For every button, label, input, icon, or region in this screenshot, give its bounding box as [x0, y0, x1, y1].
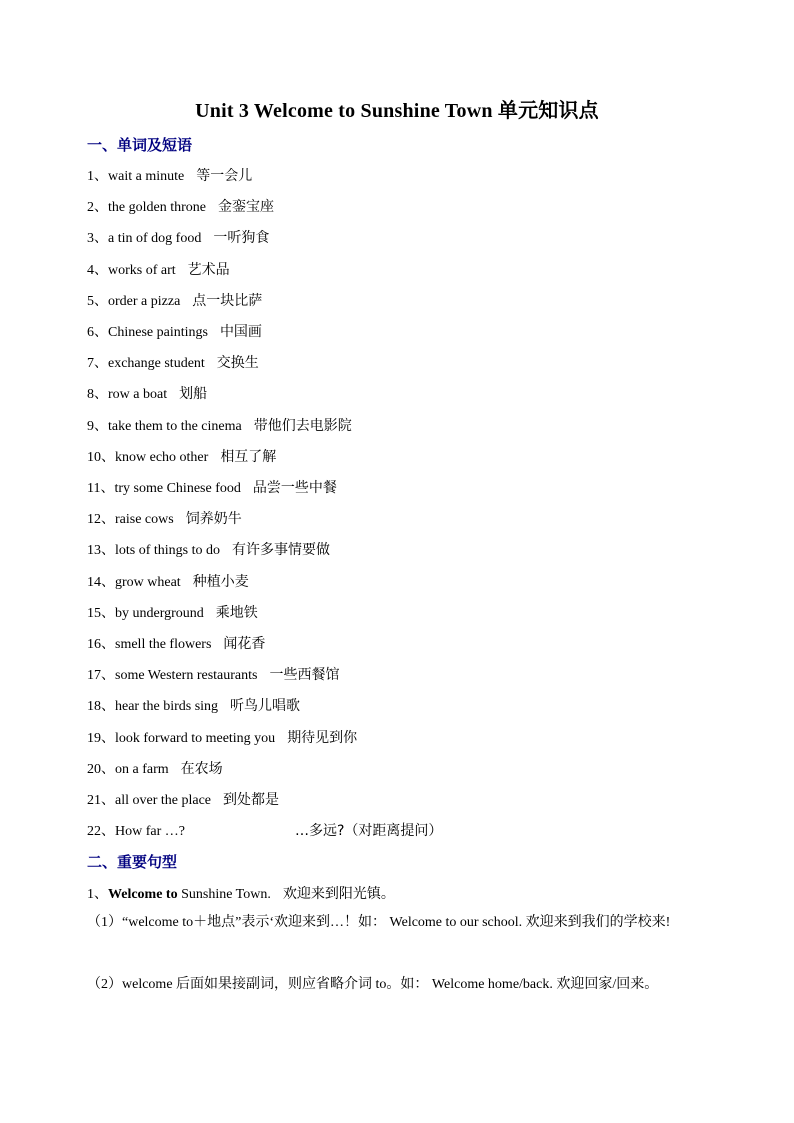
vocab-number: 19、 — [87, 730, 115, 746]
vocab-item — [87, 602, 258, 622]
vocab-chinese: 在农场 — [180, 760, 223, 777]
vocab-item — [87, 227, 269, 247]
vocab-number: 20、 — [87, 761, 115, 777]
vocab-chinese: 品尝一些中餐 — [252, 480, 337, 496]
vocab-item — [87, 446, 276, 466]
vocab-number: 16、 — [87, 637, 115, 652]
vocab-number: 2、 — [87, 200, 108, 216]
vocab-item — [87, 196, 274, 216]
vocab-english: all over the place — [115, 793, 212, 808]
vocab-item — [87, 259, 230, 279]
vocab-english: on a farm — [115, 761, 169, 777]
vocab-english: a tin of dog food — [108, 231, 202, 247]
vocab-number: 5、 — [87, 293, 108, 309]
vocab-english: know echo other — [115, 449, 209, 465]
vocab-number: 15、 — [87, 605, 115, 621]
vocab-english: some Western restaurants — [115, 668, 258, 684]
vocab-item — [87, 727, 357, 747]
vocab-english: look forward to meeting you — [115, 730, 276, 746]
explanation-paragraph-2: （2）welcome 后面如果接副词，则应省略介词 to。如： Welcome home/back. 欢迎回家/回来。 — [87, 977, 659, 992]
vocab-number: 3、 — [87, 231, 108, 247]
vocab-english: order a pizza — [108, 293, 181, 309]
vocab-chinese: 等一会儿 — [196, 168, 253, 184]
sentence-number: 1、 — [87, 887, 108, 902]
vocab-english: How far …? — [115, 824, 185, 840]
vocab-english: raise cows — [115, 512, 174, 528]
vocab-english: smell the flowers — [115, 637, 212, 652]
vocab-item — [87, 633, 265, 653]
vocab-number: 7、 — [87, 356, 108, 372]
vocab-chinese: 艺术品 — [187, 261, 230, 278]
vocab-english: try some Chinese food — [114, 481, 241, 496]
vocab-number: 22、 — [87, 824, 115, 840]
vocab-chinese: 一听狗食 — [213, 230, 270, 247]
page-title: Unit 3 Welcome to Sunshine Town 单元知识点 — [195, 100, 599, 122]
vocab-chinese: 饲养奶牛 — [185, 511, 242, 528]
vocab-chinese: 期待见到你 — [287, 729, 358, 746]
vocab-item — [87, 352, 259, 372]
vocab-item — [87, 539, 330, 559]
vocab-english: grow wheat — [115, 574, 181, 590]
vocab-item — [87, 571, 249, 591]
vocab-chinese: 相互了解 — [220, 448, 277, 465]
sentence-translation: 欢迎来到阳光镇。 — [282, 886, 395, 902]
vocab-item — [87, 165, 252, 185]
vocab-number: 13、 — [87, 543, 115, 559]
vocab-chinese: 交换生 — [216, 355, 259, 372]
vocab-chinese: …多远?（对距离提问） — [294, 823, 443, 840]
vocab-item — [87, 477, 337, 497]
sentence-item — [87, 883, 395, 903]
vocab-english: row a boat — [108, 387, 168, 403]
vocab-english: wait a minute — [108, 169, 185, 184]
vocab-number: 21、 — [87, 793, 115, 808]
vocab-english: lots of things to do — [115, 543, 221, 559]
vocab-number: 17、 — [87, 668, 115, 684]
vocab-number: 18、 — [87, 699, 115, 715]
vocab-number: 9、 — [87, 418, 108, 434]
vocab-number: 10、 — [87, 449, 115, 465]
vocab-number: 14、 — [87, 574, 115, 590]
vocab-chinese: 中国画 — [219, 324, 262, 340]
vocab-item — [87, 820, 442, 840]
vocab-number: 8、 — [87, 387, 108, 403]
vocab-item — [87, 664, 339, 684]
vocab-chinese: 乘地铁 — [215, 604, 258, 621]
vocab-chinese: 有许多事情要做 — [232, 542, 331, 559]
sentence-text: Sunshine Town. — [177, 887, 271, 902]
section-heading-sentences: 二、重要句型 — [87, 853, 178, 871]
vocab-chinese: 点一块比萨 — [192, 292, 263, 309]
vocab-chinese: 金銮宝座 — [217, 199, 274, 216]
vocab-english: the golden throne — [108, 200, 206, 216]
vocab-chinese: 带他们去电影院 — [253, 417, 352, 434]
vocab-chinese: 听鸟儿唱歌 — [230, 698, 301, 715]
vocab-number: 6、 — [87, 325, 108, 340]
section-heading-vocabulary: 一、单词及短语 — [87, 136, 193, 154]
vocab-item — [87, 415, 352, 435]
vocab-chinese: 种植小麦 — [192, 573, 249, 590]
vocab-chinese: 一些西餐馆 — [269, 667, 340, 684]
explanation-paragraph-1: （1）“welcome to＋地点”表示‘欢迎来到…！如： Welcome to our school. 欢迎来到我们的学校来! — [87, 915, 671, 930]
vocab-chinese: 闻花香 — [223, 636, 266, 652]
vocab-item — [87, 383, 207, 403]
vocab-item — [87, 290, 262, 310]
vocab-item — [87, 508, 242, 528]
vocab-english: Chinese paintings — [108, 325, 208, 340]
vocab-english: by underground — [115, 605, 204, 621]
vocab-item — [87, 321, 262, 341]
vocab-number: 1、 — [87, 169, 108, 184]
sentence-bold: Welcome to — [108, 887, 178, 902]
vocab-number: 11、 — [87, 481, 115, 496]
vocab-item — [87, 695, 300, 715]
vocab-item — [87, 758, 223, 778]
vocab-chinese: 划船 — [179, 386, 208, 403]
vocab-number: 4、 — [87, 262, 108, 278]
vocab-english: hear the birds sing — [115, 699, 219, 715]
vocab-english: exchange student — [108, 356, 205, 372]
vocab-number: 12、 — [87, 512, 115, 528]
vocab-english: works of art — [108, 262, 176, 278]
vocab-english: take them to the cinema — [108, 418, 242, 434]
vocab-chinese: 到处都是 — [223, 792, 280, 808]
vocab-item — [87, 789, 279, 809]
